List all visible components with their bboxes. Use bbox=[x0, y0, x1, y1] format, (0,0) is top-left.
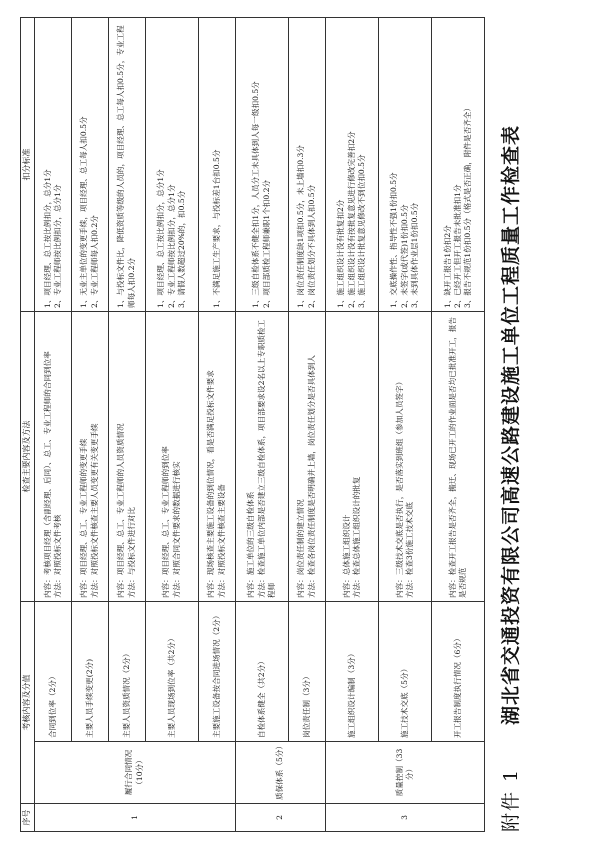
item-check-method bbox=[431, 312, 484, 602]
standard-line: 1、施工组织设计没有批复扣2分 bbox=[336, 199, 346, 308]
item-name: 合同到位率（2分） bbox=[34, 602, 71, 742]
check-line: 内容：三级技术交底是否执行，是否落实到班组（参加人员签字） bbox=[394, 377, 404, 598]
item-name: 开工报告制度执行情况（6分） bbox=[431, 602, 484, 742]
item-deduction-standard bbox=[198, 18, 235, 312]
section-number: 3 bbox=[325, 804, 484, 832]
standard-line: 3、报告不规范1份扣0.5分（格式是否正确，附件是否齐全） bbox=[463, 104, 473, 308]
check-line: 内容：检查开工报告是否齐全，搬迁、现场已开工的作业面是否均已批准开工，报告是否规范 bbox=[447, 317, 467, 598]
check-line: 方法：检查总体施工组织设计的批复 bbox=[351, 476, 361, 598]
item-check-method bbox=[145, 312, 198, 602]
header-standard: 扣分标准 bbox=[21, 18, 35, 312]
table-body bbox=[34, 18, 484, 832]
standard-line: 1、项目经理、总工按比例扣分，总分1分 bbox=[156, 169, 166, 308]
section-category: 履行合同情况（10分） bbox=[34, 742, 235, 804]
item-name: 岗位责任制（3分） bbox=[288, 602, 325, 742]
check-line: 方法：对照投标文件考核 bbox=[52, 514, 62, 598]
item-check-method bbox=[288, 312, 325, 602]
section-number: 2 bbox=[235, 804, 325, 832]
item-name: 主要施工设备按合同进场情况（2分） bbox=[198, 602, 235, 742]
check-line: 方法：对照合同文件要求的数据进行核实 bbox=[171, 461, 181, 598]
check-line: 内容：施工单位的三级自检体系 bbox=[246, 491, 256, 598]
standard-line: 2、专业工程师按比例扣分，总分1分 bbox=[166, 184, 176, 308]
standard-line: 3、未到具体作业层1份扣0.5分 bbox=[409, 202, 419, 308]
table-row bbox=[108, 18, 145, 832]
check-line: 方法：检查3份施工技术交底 bbox=[404, 502, 414, 598]
item-name: 自检体系健全（共2分） bbox=[235, 602, 288, 742]
table-row bbox=[325, 18, 378, 832]
table-row bbox=[431, 18, 484, 832]
check-line: 内容：项目经理、总工、专业工程师的人员资质情况 bbox=[116, 423, 126, 598]
item-deduction-standard bbox=[145, 18, 198, 312]
check-line: 内容：考核项目经理（含副经理、后同）、总工、专业工程师的合同到位率 bbox=[42, 351, 52, 598]
section-number: 1 bbox=[34, 804, 235, 832]
item-check-method bbox=[198, 312, 235, 602]
standard-line: 2、专业工程师每人扣0.2分 bbox=[89, 215, 99, 308]
item-check-method bbox=[235, 312, 288, 602]
check-line: 方法：对照投标文件核查主要人员变更有关变更手续 bbox=[89, 423, 99, 598]
table-row bbox=[235, 18, 288, 832]
item-name: 主要人员手续变更(2分) bbox=[71, 602, 108, 742]
standard-line: 2、专业工程师按比例扣分，总分1分 bbox=[52, 184, 62, 308]
table-header-row bbox=[21, 18, 35, 832]
item-deduction-standard bbox=[378, 18, 431, 312]
standard-line: 2、未签字(或代签)1份扣0.5分 bbox=[399, 204, 409, 308]
check-line: 内容：项目经理、总工、专业工程师的到位率 bbox=[161, 446, 171, 598]
check-line: 方法：对照投标文件核查主要设备 bbox=[216, 484, 226, 598]
standard-line: 2、岗位责任划分不具体到人扣0.5分 bbox=[306, 184, 316, 308]
check-line: 内容：现场核查主要施工设备的到位情况，看是否满足投标文件要求 bbox=[206, 370, 216, 598]
item-check-method bbox=[378, 312, 431, 602]
standard-line: 3、施工组织设计批复意见修改不到位扣0.5分 bbox=[356, 154, 366, 308]
standard-line: 1、无业主单位的变更手续，项目经理、总工每人扣0.5分 bbox=[79, 116, 89, 308]
item-deduction-standard bbox=[325, 18, 378, 312]
standard-line: 1、三级自检体系不健全扣1分，人员分工未具体到人每一级扣0.5分 bbox=[251, 81, 261, 308]
header-check: 检查主要内容及方法 bbox=[21, 312, 35, 602]
standard-line: 2、施工组织设计没有按批复意见进行修改完善扣2分 bbox=[346, 131, 356, 308]
check-line: 方法：与投标文件进行对比 bbox=[126, 506, 136, 598]
standard-line: 1、与投标文件比，降低资质等级的人员的，项目经理、总工每人扣0.5分，专业工程师每人扣0.2分 bbox=[116, 25, 136, 308]
header-content: 考核内容及分值 bbox=[21, 602, 35, 804]
item-name: 主要人员现场到位率（共2分） bbox=[145, 602, 198, 742]
item-name: 施工技术交底（5分） bbox=[378, 602, 431, 742]
standard-line: 1、缺开工报告1份扣2分 bbox=[442, 225, 452, 308]
table-row bbox=[378, 18, 431, 832]
item-check-method bbox=[108, 312, 145, 602]
standard-line: 2、项目部质检工程师兼职1个扣0.2分 bbox=[261, 179, 271, 308]
standard-line: 1、不满足施工生产要求，与投标差1台扣0.5分 bbox=[211, 149, 221, 308]
inspection-table bbox=[20, 17, 485, 832]
item-check-method bbox=[34, 312, 71, 602]
item-name: 主要人员资质情况（2分） bbox=[108, 602, 145, 742]
check-line: 内容：项目经理、总工、专业工程师的变更手续 bbox=[79, 438, 89, 598]
standard-line: 1、项目经理、总工按比例扣分，总分1分 bbox=[42, 169, 52, 308]
header-no: 序号 bbox=[21, 804, 35, 832]
item-deduction-standard bbox=[34, 18, 71, 312]
section-category: 质量控制（33分） bbox=[325, 742, 484, 804]
standard-line: 1、岗位责任制度缺1项扣0.5分，未上墙扣0.3分 bbox=[296, 145, 306, 308]
table-row bbox=[71, 18, 108, 832]
check-line: 方法：检查各岗位责任制度是否明确并上墙，岗位责任划分是否具体到人 bbox=[306, 355, 316, 598]
item-check-method bbox=[71, 312, 108, 602]
item-deduction-standard bbox=[71, 18, 108, 312]
item-name: 施工组织设计编制（3分） bbox=[325, 602, 378, 742]
table-row bbox=[34, 18, 71, 832]
item-deduction-standard bbox=[235, 18, 288, 312]
standard-line: 2、已经开工但开工报告未批准扣1分 bbox=[452, 184, 462, 308]
check-line: 方法：检查施工单位内部是否建立三级自检体系，项目部要求设2名以上专职质检工程师 bbox=[256, 319, 276, 598]
standard-line: 1、交底操作性、指导性不强1份扣0.5分 bbox=[389, 172, 399, 308]
section-category: 质保体系（5分） bbox=[235, 742, 325, 804]
document-title: 湖北省交通投资有限公司高速公路建设施工单位工程质量工作检查表 bbox=[500, 125, 522, 726]
table-row bbox=[198, 18, 235, 832]
annex-label: 附件 1 bbox=[500, 767, 522, 832]
table-row bbox=[145, 18, 198, 832]
item-deduction-standard bbox=[288, 18, 325, 312]
item-deduction-standard bbox=[108, 18, 145, 312]
item-deduction-standard bbox=[431, 18, 484, 312]
check-line: 内容：总体施工组织设计 bbox=[341, 514, 351, 598]
check-line: 内容：岗位责任制的建立情况 bbox=[296, 499, 306, 598]
item-check-method bbox=[325, 312, 378, 602]
table-row bbox=[288, 18, 325, 832]
standard-line: 3、请假人数超过20%的，扣0.5分 bbox=[176, 190, 186, 308]
